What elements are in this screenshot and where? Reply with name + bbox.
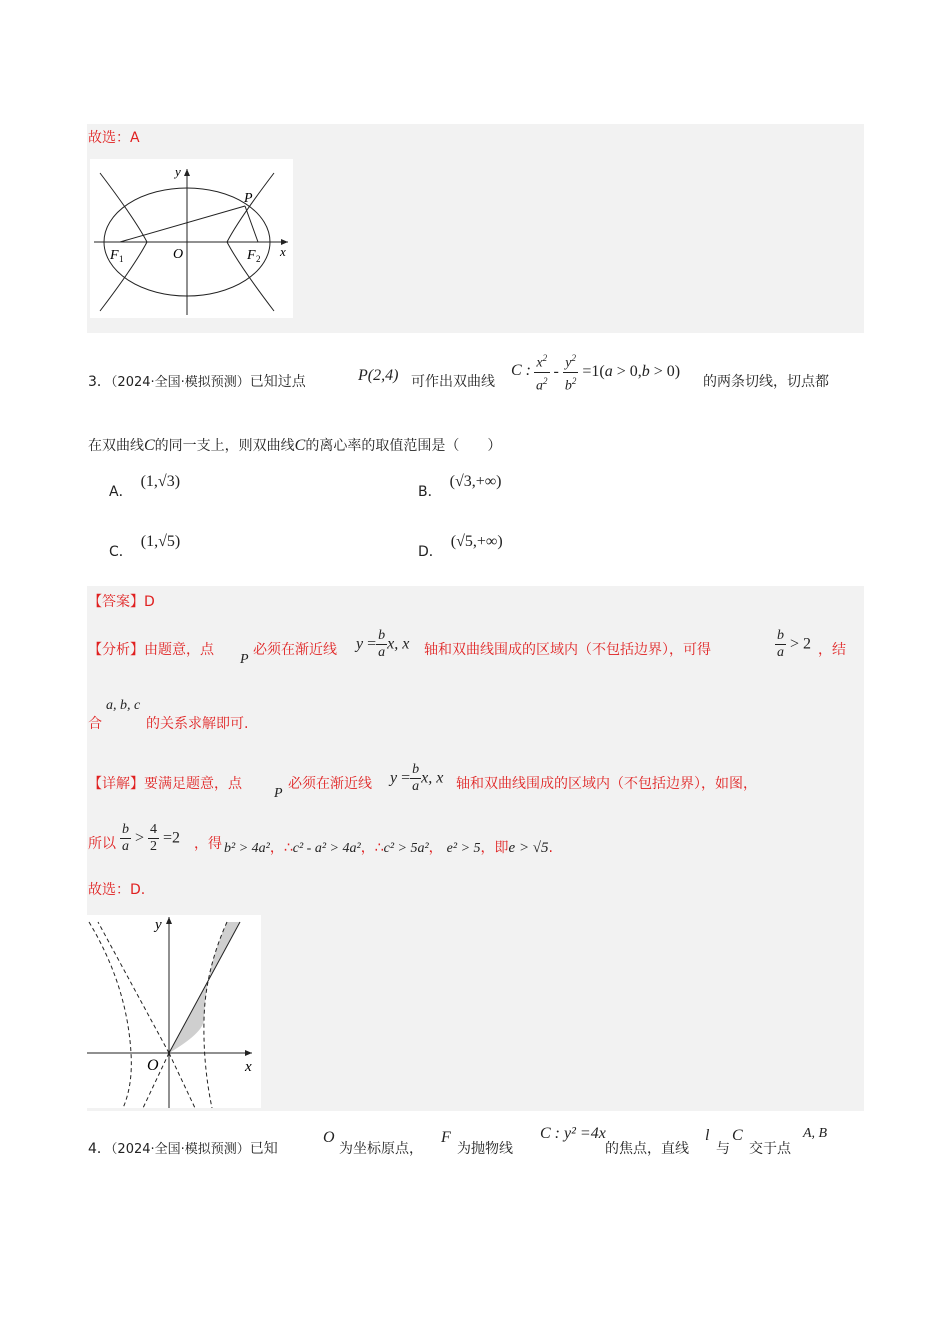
detail-a: 要满足题意，点	[144, 776, 242, 792]
comma: ，	[428, 840, 443, 856]
q4-parabola: C : y² =4x	[540, 1125, 606, 1142]
q4-o: O	[323, 1129, 335, 1146]
q3-line2-b: 的同一支上，则双曲线	[154, 438, 295, 454]
detail-asym: y = $\frac{b}{a}$ x, x	[390, 762, 444, 794]
analysis-p: P	[240, 652, 249, 667]
analysis-line1	[88, 640, 214, 660]
detail-c: 轴和双曲线围成的区域内（不包括边界），如图，	[456, 776, 757, 792]
detail-line2-math	[224, 838, 553, 859]
fig1-label-f1: F	[110, 248, 119, 263]
detail-b: 必须在渐近线	[288, 776, 372, 792]
ineq-3: c² > 5a²	[383, 841, 429, 856]
analysis-cond: $\frac{b}{a}$ > 2	[777, 628, 812, 660]
q3-stem-c: 的两条切线，切点都	[703, 374, 829, 390]
q3-line2-c1: C	[144, 437, 155, 454]
q3-option-b[interactable]	[418, 472, 502, 500]
analysis-d: ，结	[818, 642, 846, 658]
q3-option-b-value: (√3,+∞)	[449, 473, 502, 490]
q3-source: （2024·全国·模拟预测）	[110, 375, 250, 390]
q3-point	[358, 366, 398, 386]
analysis-tag: 【分析】	[88, 642, 144, 658]
fig2-label-o: O	[147, 1057, 159, 1074]
analysis-line2-a: 合	[88, 716, 102, 732]
fig1-label-f2: F	[247, 248, 256, 263]
fig2-label-y: y	[155, 917, 162, 933]
q3-option-c-value: (1,√5)	[140, 533, 181, 550]
q3-option-d-value: (√5,+∞)	[450, 533, 503, 550]
ellipse-hyperbola-svg	[90, 159, 293, 318]
answer-value: D	[144, 594, 155, 610]
answer-line	[88, 592, 155, 612]
analysis-asym: y = $\frac{b}{a}$ x, x	[356, 628, 410, 660]
q3-option-d[interactable]	[418, 532, 503, 560]
period: .	[548, 840, 553, 856]
q3-line2	[88, 436, 501, 456]
q4-l: l	[705, 1127, 710, 1144]
q4-f-text: 交于点	[749, 1141, 791, 1157]
q4-f: F	[441, 1129, 451, 1146]
q3-stem-b: 可作出双曲线	[411, 374, 495, 390]
ineq-5: e > √5	[508, 840, 549, 856]
detail-tag: 【详解】	[88, 776, 144, 792]
q3-line2-c2: C	[294, 437, 306, 454]
q4-line1	[88, 1139, 278, 1160]
hyperbola-region-svg	[87, 915, 261, 1108]
ineq-2: c² - a² > 4a²	[292, 841, 361, 856]
q4-d: 的焦点，直线	[605, 1141, 689, 1157]
conclusion-q2: 故选：A	[88, 130, 140, 146]
therefore-2: ，∴	[360, 840, 384, 856]
q4-cc: C	[732, 1127, 743, 1144]
q3-option-c[interactable]	[109, 532, 181, 560]
ineq-1: b² > 4a²	[224, 841, 270, 856]
q3-curve-name: C :	[511, 362, 531, 379]
analysis-a: 由题意，点	[144, 642, 214, 658]
q4-b: 为坐标原点，	[339, 1141, 423, 1157]
answer-tag: 【答案】	[88, 594, 144, 610]
fig1-label-y: y	[175, 164, 181, 179]
ie: ，即	[480, 840, 509, 856]
q4-ab: A, B	[803, 1126, 828, 1141]
q3-option-c-label: C．	[109, 544, 133, 560]
q3-line1	[88, 372, 306, 393]
q4-e: 与	[716, 1141, 730, 1157]
ellipse-hyperbola-figure	[90, 159, 293, 318]
analysis-c: 轴和双曲线围成的区域内（不包括边界），可得	[424, 642, 711, 658]
q3-number: 3．	[88, 374, 111, 390]
q4-source: （2024·全国·模拟预测）	[110, 1142, 250, 1157]
fig1-label-f1-sub: 1	[119, 254, 124, 264]
q3-stem-a: 已知过点	[249, 374, 306, 390]
fig1-label-p: P	[244, 191, 253, 206]
analysis-b: 必须在渐近线	[253, 642, 337, 658]
analysis-abc: a, b, c	[106, 698, 141, 713]
q3-option-d-label: D．	[418, 544, 443, 560]
hyperbola-region-figure	[87, 915, 261, 1108]
detail-line1	[88, 774, 242, 794]
q3-option-a[interactable]	[109, 472, 181, 500]
q3-curve-eq: $\frac{x^2}{a^2}$ - $\frac{y^2}{b^2}$ =1(a > 0,b > 0)	[534, 350, 680, 394]
q3-line2-a: 在双曲线	[88, 438, 144, 454]
q3-line2-d: 的离心率的取值范围是（ ）	[305, 438, 502, 454]
ineq-4: e² > 5	[446, 841, 481, 856]
q4-number: 4．	[88, 1141, 111, 1157]
fig1-label-o: O	[173, 247, 184, 262]
detail-line2-so: 所以	[88, 836, 116, 852]
q4-a: 已知	[249, 1141, 278, 1157]
fig1-label-f2-sub: 2	[256, 254, 261, 264]
fig2-label-x: x	[245, 1059, 252, 1075]
q3-point-text: P(2,4)	[358, 367, 399, 384]
analysis-line2-b: 的关系求解即可.	[146, 716, 249, 732]
therefore-1: ，∴	[269, 840, 293, 856]
q3-option-b-label: B．	[418, 484, 442, 500]
detail-p: P	[274, 786, 283, 801]
detail-chain1: $\frac{b}{a}$ > $\frac{4}{2}$ =2	[122, 822, 181, 854]
fig1-label-x: x	[280, 244, 286, 259]
detail-get: ，得	[194, 836, 222, 852]
conclusion-q3: 故选：D.	[88, 882, 146, 898]
q4-c: 为抛物线	[457, 1141, 513, 1157]
q3-option-a-value: (1,√3)	[140, 473, 181, 490]
q3-option-a-label: A．	[109, 484, 133, 500]
